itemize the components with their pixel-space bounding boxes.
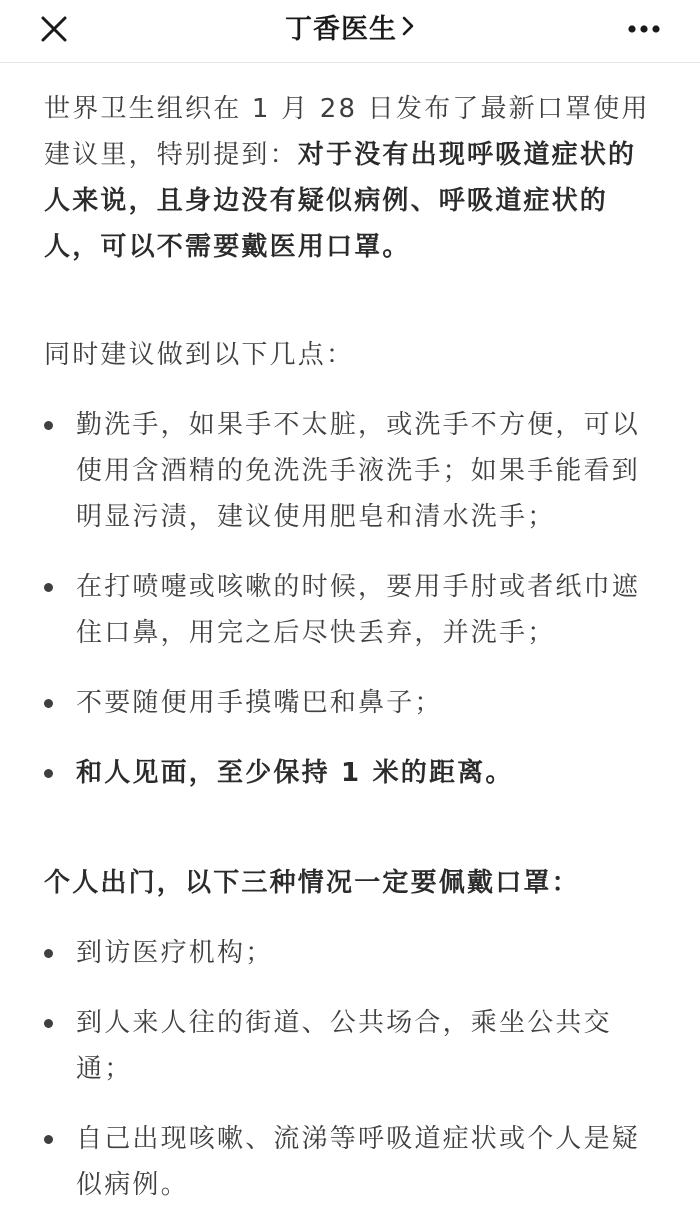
intro-bold-text: 对于没有出现呼吸道症状的人来说，且身边没有疑似病例、呼吸道症状的人，可以不需要戴医用口罩。 xyxy=(44,140,637,262)
intro-paragraph xyxy=(44,86,659,270)
account-title-link[interactable] xyxy=(0,10,700,50)
spacer xyxy=(44,270,659,332)
list-item-text: 到访医疗机构； xyxy=(76,938,274,968)
section1-list xyxy=(44,402,659,796)
spacer xyxy=(44,820,659,860)
bullet-icon xyxy=(44,699,53,708)
section2-list xyxy=(44,930,659,1208)
list-item xyxy=(44,402,659,540)
list-item-text: 到人来人往的街道、公共场合，乘坐公共交通； xyxy=(76,1008,612,1084)
bullet-icon xyxy=(44,1135,53,1144)
spacer xyxy=(44,378,659,402)
spacer xyxy=(44,906,659,930)
section2-heading: 个人出门，以下三种情况一定要佩戴口罩： xyxy=(44,868,580,898)
list-item-text: 勤洗手，如果手不太脏，或洗手不方便，可以使用含酒精的免洗洗手液洗手；如果手能看到明显污渍，建议使用肥皂和清水洗手； xyxy=(76,410,641,532)
more-options-icon[interactable] xyxy=(624,14,664,44)
list-item-text: 自己出现咳嗽、流涕等呼吸道症状或个人是疑似病例。 xyxy=(76,1124,641,1200)
list-item-text: 不要随便用手摸嘴巴和鼻子； xyxy=(76,688,443,718)
list-item xyxy=(44,750,659,796)
list-item xyxy=(44,1116,659,1208)
list-item-text: 在打喷嚏或咳嗽的时候，要用手肘或者纸巾遮住口鼻，用完之后尽快丢弃，并洗手； xyxy=(76,572,641,648)
list-item-text: 和人见面，至少保持 1 米的距离。 xyxy=(76,758,514,788)
page-title: 丁香医生 xyxy=(285,14,397,45)
list-item xyxy=(44,680,659,726)
list-item xyxy=(44,1000,659,1092)
bullet-icon xyxy=(44,769,53,778)
list-item xyxy=(44,564,659,656)
bullet-icon xyxy=(44,583,53,592)
intro-text: 世界卫生组织在 1 月 28 日发布了最新口罩使用建议里，特别提到： xyxy=(44,94,650,170)
article-body xyxy=(44,86,659,1232)
navigation-bar xyxy=(0,0,700,63)
bullet-icon xyxy=(44,421,53,430)
list-item xyxy=(44,930,659,976)
section1-heading: 同时建议做到以下几点： xyxy=(44,340,355,370)
bullet-icon xyxy=(44,1019,53,1028)
bullet-icon xyxy=(44,949,53,958)
chevron-right-icon xyxy=(401,12,415,52)
